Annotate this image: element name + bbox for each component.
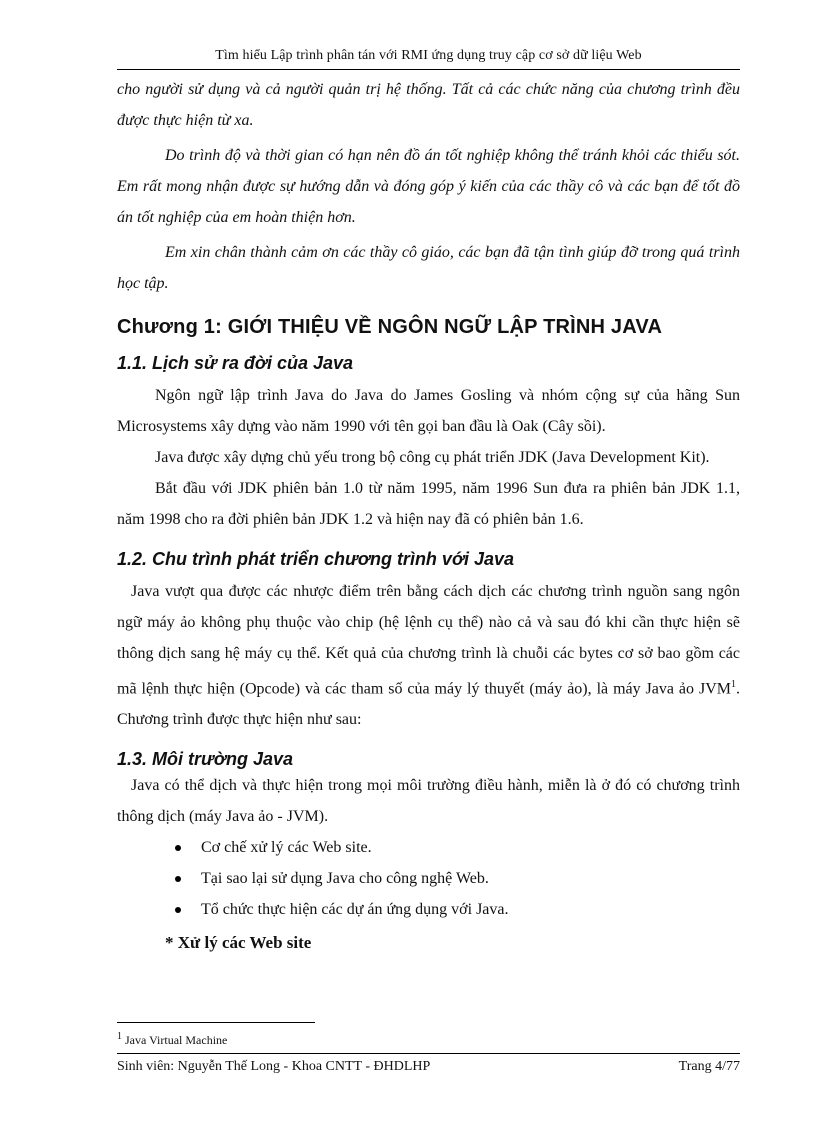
page-footer <box>117 1059 740 1075</box>
footnote-text: Java Virtual Machine <box>122 1033 228 1047</box>
intro-paragraph: Em xin chân thành cảm ơn các thầy cô giáo, các bạn đã tận tình giúp đỡ trong quá trình học tập. <box>117 244 740 292</box>
footer-divider <box>117 1053 740 1054</box>
header-divider <box>117 69 740 70</box>
body-paragraph <box>117 576 740 735</box>
section-heading: 1.1. Lịch sử ra đời của Java <box>117 353 354 373</box>
body-text: Java vượt qua được các nhược điểm trên bằng cách dịch các chương trình nguồn sang ngôn ngữ máy ảo không phụ thuộc vào chip (hệ lệnh cụ thể) nào cả và sau đó khi cần thực hiện sẽ thông dịch sang hệ máy cụ thể. Kết quả của chương trình là chuỗi các bytes cơ sở bao gồm các mã lệnh thực hiện (Opcode) và các tham số của máy lý thuyết (máy ảo), là máy Java ảo JVM <box>117 583 740 698</box>
section-heading: 1.3. Môi trường Java <box>117 749 293 770</box>
chapter-title: Chương 1: GIỚI THIỆU VỀ NGÔN NGỮ LẬP TRÌNH JAVA <box>117 316 663 338</box>
bullet-icon <box>175 907 181 913</box>
footer-author: Sinh viên: Nguyễn Thế Long - Khoa CNTT - ĐHDLHP <box>117 1059 431 1074</box>
intro-paragraph: Do trình độ và thời gian có hạn nên đồ án tốt nghiệp không thể tránh khỏi các thiếu sót. Em rất mong nhận được sự hướng dẫn và đóng góp ý kiến của các thầy cô và các bạn để tốt đồ án tốt nghiệp của em hoàn thiện hơn. <box>117 147 740 226</box>
footnote <box>117 1031 227 1048</box>
bullet-icon <box>175 876 181 882</box>
body-text: . Chương trình được thực hiện như sau: <box>117 680 740 729</box>
footnote-reference[interactable]: 1 <box>731 679 736 690</box>
body-paragraph: Bắt đầu với JDK phiên bản 1.0 từ năm 1995, năm 1996 Sun đưa ra phiên bản JDK 1.1, năm 1998 cho ra đời phiên bản JDK 1.2 và hiện nay đã có phiên bản 1.6. <box>117 480 740 528</box>
list-item: Tại sao lại sử dụng Java cho công nghệ Web. <box>175 863 740 894</box>
list-item: Tổ chức thực hiện các dự án ứng dụng với Java. <box>175 894 740 925</box>
bullet-list <box>117 832 740 925</box>
page-body <box>117 74 740 958</box>
subheading: * Xử lý các Web site <box>165 933 312 953</box>
bullet-icon <box>175 845 181 851</box>
body-paragraph: Java được xây dựng chủ yếu trong bộ công cụ phát triển JDK (Java Development Kit). <box>155 449 710 466</box>
page-number: Trang 4/77 <box>678 1059 740 1074</box>
intro-paragraph: cho người sử dụng và cả người quản trị hệ thống. Tất cả các chức năng của chương trình đều được thực hiện từ xa. <box>117 81 740 129</box>
footnote-number: 1 <box>117 1031 122 1042</box>
page-header: Tìm hiểu Lập trình phân tán với RMI ứng dụng truy cập cơ sở dữ liệu Web <box>215 48 642 63</box>
body-paragraph: Java có thể dịch và thực hiện trong mọi môi trường điều hành, miễn là ở đó có chương trình thông dịch (máy Java ảo - JVM). <box>117 777 740 826</box>
section-heading: 1.2. Chu trình phát triển chương trình với Java <box>117 549 515 569</box>
footnote-divider <box>117 1022 315 1023</box>
list-item: Cơ chế xử lý các Web site. <box>175 832 740 863</box>
body-paragraph: Ngôn ngữ lập trình Java do Java do James Gosling và nhóm cộng sự của hãng Sun Microsystems xây dựng vào năm 1990 với tên gọi ban đầu là Oak (Cây sồi). <box>117 387 740 435</box>
